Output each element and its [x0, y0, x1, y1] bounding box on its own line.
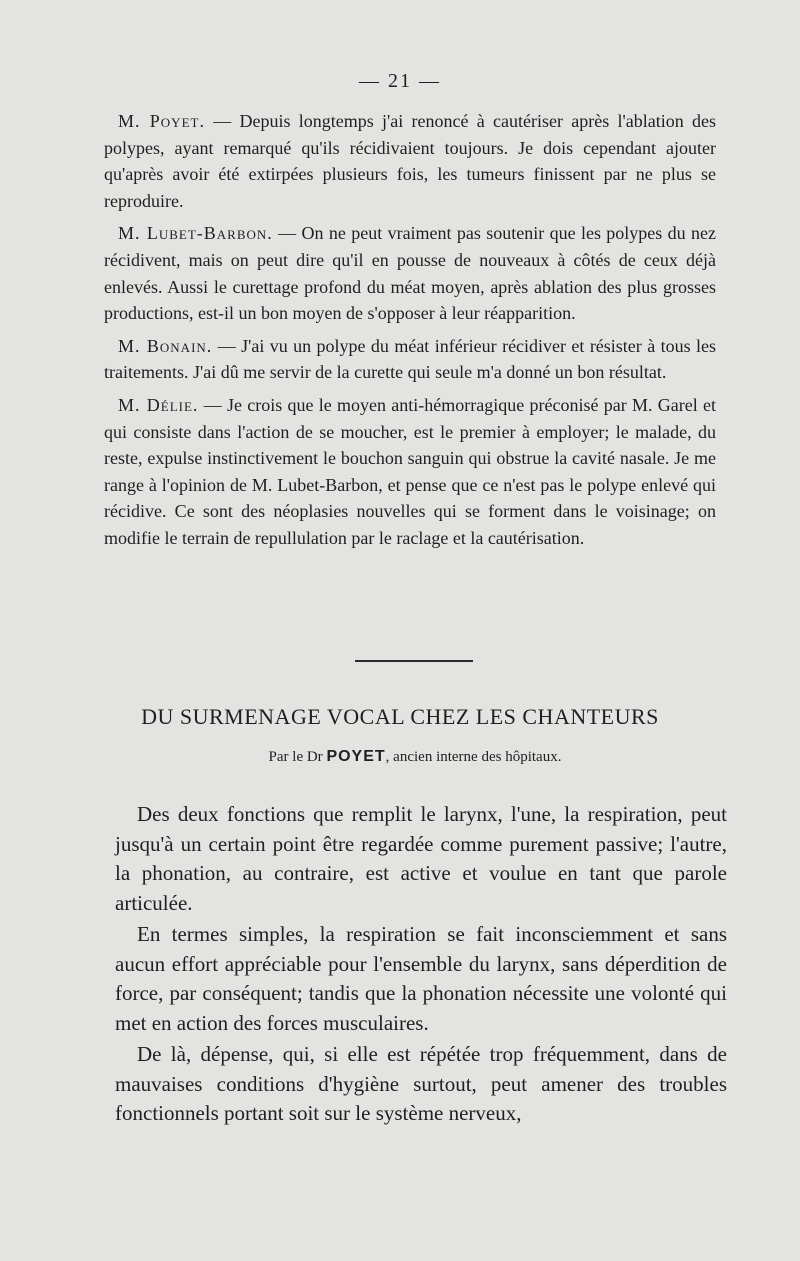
page-number: — 21 —: [359, 70, 441, 92]
speaker-name: M. Poyet.: [118, 111, 205, 131]
body-paragraph: En termes simples, la respiration se fait inconsciemment et sans aucun effort appréciable pour l'ensemble du larynx, sans déperdition de force, par conséquent; tandis que la phonation nécessite une volonté qui met en action des forces musculaires.: [115, 922, 727, 1035]
article-title: DU SURMENAGE VOCAL CHEZ LES CHANTEURS: [141, 704, 659, 729]
discussion-paragraph: [104, 220, 716, 326]
discussion-text: — Depuis longtemps j'ai renoncé à cautériser après l'ablation des polypes, ayant remarqué qu'ils récidivaient toujours. Je dois cependant ajouter qu'après avoir été extirpées plusieurs fois, les tumeurs finissent par ne plus se reproduire.: [104, 111, 716, 211]
body-paragraph: Des deux fonctions que remplit le larynx, l'une, la respiration, peut jusqu'à un certain point être regardée comme purement passive; l'autre, la phonation, au contraire, est active et voulue en tant que parole articulée.: [115, 802, 727, 915]
body-paragraph: De là, dépense, qui, si elle est répétée trop fréquemment, dans de mauvaises conditions d'hygiène surtout, peut amener des troubles fonctionnels portant soit sur le système nerveux,: [115, 1042, 727, 1125]
discussion-text: — Je crois que le moyen anti-hémorragique préconisé par M. Garel et qui consiste dans l'action de se moucher, est le premier à employer; le malade, du reste, expulse instinctivement le bouchon sanguin qui obstrue la cavité nasale. Je me range à l'opinion de M. Lubet-Barbon, et pense que ce n'est pas le polype enlevé qui récidive. Ce sont des néoplasies nouvelles qui se forment dans le voisinage; on modifie le terrain de repullulation par le raclage et la cautérisation.: [104, 394, 716, 548]
discussion-section: [104, 108, 716, 558]
section-divider: [355, 660, 473, 662]
author-name: POYET: [326, 748, 386, 765]
discussion-paragraph: [104, 333, 716, 386]
article-body: [115, 800, 727, 1131]
speaker-name: M. Bonain.: [118, 335, 213, 356]
article-byline: [0, 748, 800, 766]
byline-suffix: , ancien interne des hôpitaux.: [385, 749, 562, 765]
discussion-text: — On ne peut vraiment pas soutenir que les polypes du nez récidivent, mais on peut dire qu'il en pousse de nouveaux à côtés de ceux déjà enlevés. Aussi le curettage profond du méat moyen, après ablation des plus grosses productions, est-il un bon moyen de s'opposer à leur réapparition.: [104, 223, 716, 324]
byline-prefix: Par le Dr: [268, 749, 327, 765]
speaker-name: M. Délie.: [118, 394, 199, 415]
discussion-paragraph: [104, 108, 716, 214]
discussion-text: — J'ai vu un polype du méat inférieur récidiver et résister à tous les traitements. J'ai dû me servir de la curette qui seule m'a donné un bon résultat.: [104, 335, 716, 383]
discussion-paragraph: [104, 392, 716, 552]
speaker-name: M. Lubet-Barbon.: [118, 223, 273, 244]
